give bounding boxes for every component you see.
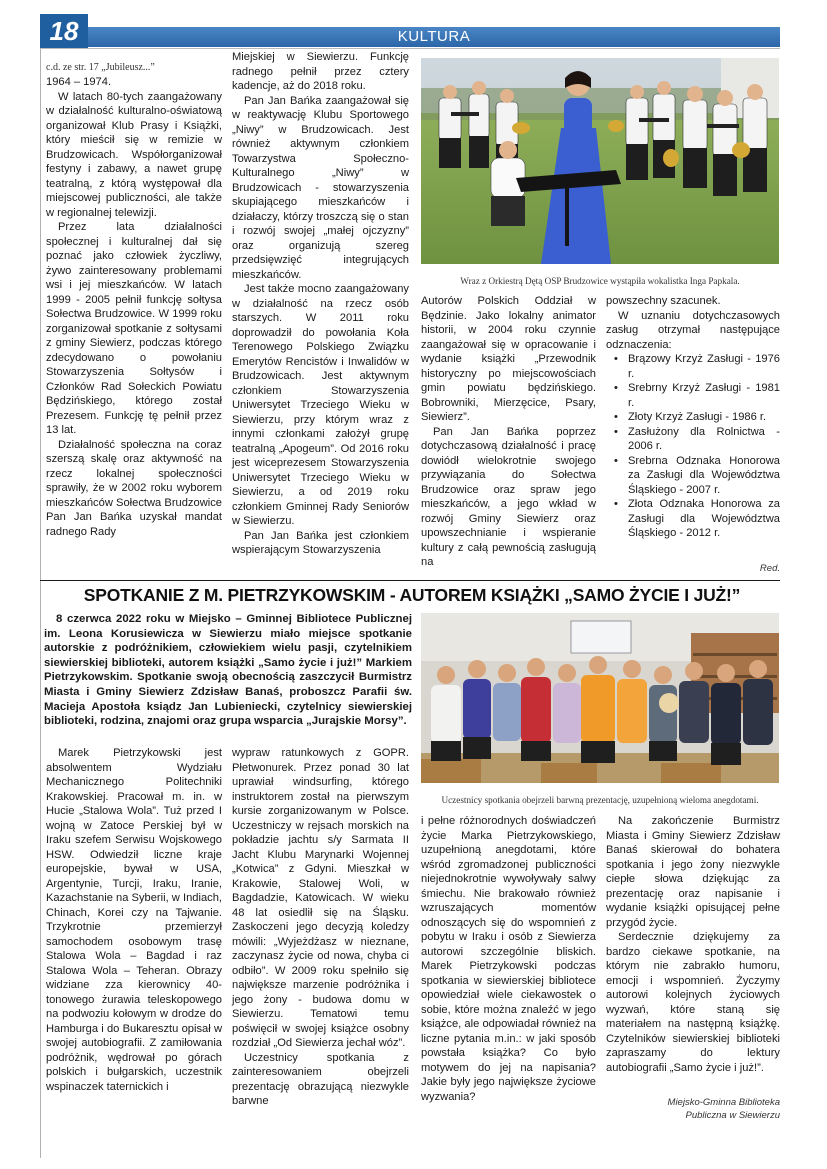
article2-column-1: [46, 746, 222, 1094]
paragraph: Pan Jan Bańka jest członkiem wspierającym Stowarzyszenia: [232, 529, 409, 556]
photo-caption: Wraz z Orkiestrą Dętą OSP Brudzowice wystąpiła wokalistka Inga Papkala.: [460, 276, 740, 286]
paragraph: Pan Jan Bańka poprzez dotychczasową działalność i pracę dowiódł wielokrotnie swojego przywiązania do Sołectwa Brudzowice oraz spraw jego mieszkańców, a jego wkład w rozwój Gminy Siewierz oraz upowszechnianie i wspieranie kultury z całą pewnością zasługują na: [421, 425, 596, 568]
continued-note: c.d. ze str. 17 „Jubileusz...”: [46, 62, 155, 73]
article1-column-3: [421, 294, 596, 570]
paragraph: Autorów Polskich Oddział w Będzinie. Jako lokalny animator historii, w 2004 roku czynnie zaangażował się w opracowanie i wydanie książki „Przewodnik historyczny po miejscowościach gmin powiatu będzińskiego. Bobrowniki, Mierzęcice, Psary, Siewierz”.: [421, 295, 596, 423]
paragraph: i pełne różnorodnych doświadczeń życie Marka Pietrzykowskiego, uzupełnioną anegdotami, które wśród zgromadzonej publiczności niejednokrotnie wywoływały salwy śmiechu. Nie brakowało również wzruszających momentów odnoszących się do wspomnień z pobytu w Iraku i osób z Siewierza autorowi szczególnie bliskich. Marek Pietrzykowski podczas spotkania w siewierskiej bibliotece opowiedział wiele ciekawostek o sobie, które można znaleźć w jego książce, ale odpowiadał również na liczne pytania m.in.: w jaki sposób powstała książka? Co było motywem do jej na napisania? Jakie były jego największe życiowe wyzwania?: [421, 815, 596, 1103]
signature-line-2: Publiczna w Siewierzu: [685, 1110, 780, 1121]
list-item: • Srebrny Krzyż Zasługi - 1981 r.: [606, 381, 780, 410]
article1-column-2: [232, 50, 409, 558]
paragraph: powszechny szacunek.: [606, 295, 721, 307]
article2-column-2: [232, 746, 409, 1109]
article1-column-1: [46, 62, 222, 539]
paragraph: W latach 80-tych zaangażowany w działalność kulturalno-oświatową organizował Klub Prasy i Książki, który mieścił się w remizie w Brudzowicach. Współorganizował festyny i zabawy, a nawet grupę teatralną, z którą występował dla miejscowej publiczności, ale także w regionalnej telewizji.: [46, 90, 222, 219]
article2-headline: SPOTKANIE Z M. PIETRZYKOWSKIM - AUTOREM KSIĄŻKI „SAMO ŻYCIE I JUŻ!”: [83, 585, 741, 605]
article2-signature: [606, 1096, 780, 1122]
paragraph: Pan Jan Bańka zaangażował się w reaktywację Klubu Sportowego „Niwy” w Brudzowicach. Jest również aktywnym członkiem Towarzystwa Społeczno-Kulturalnego „Niwy” w Brudzowicach - stowarzyszenia skupiającego mieszkańców i działaczy, którzy troszczą się o stan i rozwój swojej „małej ojczyzny” oraz organizują szereg przedsięwzięć integrujących mieszkańców.: [232, 94, 409, 281]
article1-signature: Red.: [759, 563, 780, 574]
photo-caption: Uczestnicy spotkania obejrzeli barwną prezentację, uzupełnioną wieloma anegdotami.: [441, 795, 759, 805]
left-margin-rule: [40, 48, 41, 1158]
article2-column-3: [421, 814, 596, 1104]
paragraph: Działalność społeczna na coraz szerszą skalę oraz aktywność na rzecz lokalnej społeczności sprawiły, że w 2002 roku wyborem mieszkańców Sołectwa Brudzowice Pan Jan Bańka uzyskał mandat radnego Rady: [46, 438, 222, 538]
article2-column-4: [606, 814, 780, 1075]
article1-column-4: [606, 294, 780, 541]
page-number: 18: [40, 14, 88, 48]
list-item: • Złoty Krzyż Zasługi - 1986 r.: [606, 410, 780, 425]
list-item: • Srebrna Odznaka Honorowa za Zasługi dla Województwa Śląskiego - 2007 r.: [606, 454, 780, 498]
paragraph: Miejskiej w Siewierzu. Funkcję radnego pełnił przez cztery kadencje, aż do 2018 roku.: [232, 51, 409, 92]
list-item: • Zasłużony dla Rolnictwa - 2006 r.: [606, 425, 780, 454]
paragraph: Serdecznie dziękujemy za bardzo ciekawe spotkanie, na którym nie zabrakło humoru, emocji i wspomnień. Życzymy autorowi kolejnych życiowych wyzwań, które staną się materiałem na następną książkę. Czytelników siewierskiej biblioteki zapraszamy do lektury autobiografii „Samo życie i już!”.: [606, 931, 780, 1074]
paragraph: Na zakończenie Burmistrz Miasta i Gminy Siewierz Zdzisław Banaś skierował do bohatera spotkania i jego żony niezwykle ciepłe słowa dziękując za prezentację oraz napisanie i wydanie książki opisującej pełne przygód życie.: [606, 815, 780, 929]
paragraph: wypraw ratunkowych z GOPR. Płetwonurek. Przez ponad 30 lat uprawiał windsurfing, którego instruktorem został na pierwszym kursie zorganizowanym w Polsce. Uczestniczy w rejsach morskich na pokładzie jachtu s/y Sarmata II Jacht Klubu Marynarki Wojennej „Kotwica” z Gdyni. Mieszkał w Krakowie, Stalowej Woli, w Bagdadzie, Katowicach. W wieku 48 lat osiedlił się na Śląsku. Zaskoczeni jego decyzją koledzy mówili: „Wyjeżdżasz w nieznane, zaczynasz życie od nowa, chyba ci odbiło”. W 2009 roku spełniło się największe marzenie podróżnika i jego żony - budowa domu w Siewierzu. Tematowi temu poświęcił w swojej książce osobny rozdział „Od Siewierza jechał wóz”.: [232, 747, 409, 1049]
list-item: • Złota Odznaka Honorowa za Zasługi dla Województwa Śląskiego - 2012 r.: [606, 497, 780, 541]
signature-line-1: Miejsko-Gminna Biblioteka: [667, 1097, 780, 1108]
article-divider: [40, 580, 780, 581]
article2-lead: [44, 612, 412, 729]
lead-paragraph: 8 czerwca 2022 roku w Miejsko – Gminnej Bibliotece Publicznej im. Leona Korusiewicza w Siewierzu miało miejsce spotkanie autorskie z podróżnikiem, człowiekiem wielu pasji, czytelnikiem siewierskiej biblioteki, autorem książki „Samo życie i już!” Markiem Pietrzykowskim. Spotkanie swoją obecnością zaszczycił Burmistrz Miasta i Gminy Siewierz Zdzisław Banaś, proboszcz Parafii św. Macieja Apostoła ksiądz Jan Lubieniecki, czytelnicy siewierskiej biblioteki, rodzina, znajomi oraz grupa wsparcia „Jurajskie Morsy”.: [44, 613, 412, 728]
section-title: KULTURA: [397, 28, 471, 45]
paragraph: Przez lata działalności społecznej i kulturalnej dał się poznać jako człowiek życzliwy, żywo zainteresowany problemami wsi i jej mieszkańców. W latach 1999 - 2005 pełnił funkcję sołtysa Sołectwa Brudzowice. W 1999 roku zorganizował spotkanie z sołtysami z gminy Siewierz, podczas którego zdecydowano o powołaniu Stowarzyszenia Sołtysów i Członków Rad Sołeckich Powiatu Będzińskiego, którego został Prezesem. Funkcję tę pełnił przez 13 lat.: [46, 221, 222, 436]
list-item: • Brązowy Krzyż Zasługi - 1976 r.: [606, 352, 780, 381]
orchestra-photo: [421, 58, 779, 264]
header-rule: [40, 48, 780, 49]
paragraph: 1964 – 1974.: [46, 76, 112, 88]
awards-list: [606, 352, 780, 541]
paragraph: W uznaniu dotychczasowych zasług otrzymał następujące odznaczenia:: [606, 309, 780, 351]
paragraph: Marek Pietrzykowski jest absolwentem Wydziału Mechanicznego Politechniki Krakowskiej. Pracował m. in. w Hucie „Stalowa Wola”. Tuż przed I wojną w Zatoce Perskiej był w Iraku szefem Serwisu Wojskowego HSW. Odwiedził liczne kraje europejskie, bywał w USA, Argentynie, Turcji, Iraku, Iranie, Kazachstanie na Syberii, w Indiach, Chinach, Korei czy na Tajwanie. Trzykrotnie przemierzył samochodem osobowym trasę Stalowa Wola – Bagdad i raz Stalowa Wola – Teheran. Obrazy widziane zza kierownicy 40-tonowego żurawia teleskopowego na podwoziu kołowym w drodze do Hamburga i do Bukaresztu opisał w swojej autobiografii. Z zamiłowania podróżnik, wędrował po górach polskich i bułgarskich, uczestnik wspinaczek taternickich i: [46, 747, 222, 1093]
paragraph: Jest także mocno zaangażowany w działalność na rzecz osób starszych. W 2011 roku doprowadził do powołania Koła Terenowego Polskiego Związku Emerytów Rencistów i Inwalidów w Brudzowicach. Jest aktywnym członkiem Stowarzyszenia Uniwersytet Trzeciego Wieku w Siewierzu, przy którym wraz z innymi członkami założył grupę teatralną „Apogeum”. Od 2016 roku jest wiceprezesem Stowarzyszenia Uniwersytet Trzeciego Wieku w Siewierzu, a od 2019 roku członkiem Gminnej Rady Seniorów w Siewierzu.: [232, 283, 409, 527]
group-photo: [421, 613, 779, 783]
paragraph: Uczestnicy spotkania z zainteresowaniem obejrzeli prezentację obrazującą niezwykle barwne: [232, 1051, 409, 1107]
